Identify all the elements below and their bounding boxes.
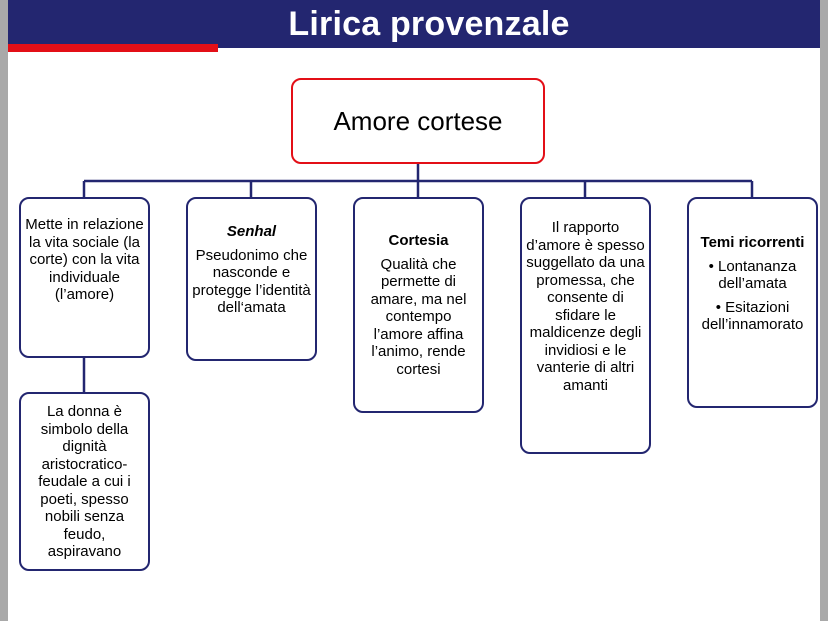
box-relazione-text: Mette in relazione la vita sociale (la corte) con la vita individuale (l’amore) — [25, 216, 144, 303]
box-cortesia-heading: Cortesia — [388, 232, 449, 249]
box-senhal — [186, 197, 317, 361]
box-cortesia-text: Qualità che permette di amare, ma nel contempo l’amore affina l’animo, rende cortesi — [370, 255, 467, 378]
box-temi-item-lontananza: • Lontananza dell’amata — [708, 257, 797, 292]
box-temi-item-esitazioni: • Esitazioni dell’innamorato — [701, 298, 804, 333]
box-senhal-text: Pseudonimo che nasconde e protegge l’identità dell‘amata — [192, 246, 311, 316]
box-rapporto-text: Il rapporto d’amore è spesso suggellato da una promessa, che consente di sfidare le maldicenze degli invidiosi e le vanterie di altri amanti — [526, 219, 645, 394]
box-senhal-heading: Senhal — [226, 223, 277, 240]
box-donna — [19, 392, 150, 571]
box-rapporto — [520, 197, 651, 454]
box-temi-ricorrenti — [687, 197, 818, 408]
slide-title: Lirica provenzale — [288, 4, 570, 43]
root-node-amore-cortese — [291, 78, 545, 164]
box-relazione — [19, 197, 150, 358]
box-temi-heading: Temi ricorrenti — [700, 234, 805, 251]
box-cortesia — [353, 197, 484, 413]
box-donna-text: La donna è simbolo della dignità aristocratico-feudale a cui i poeti, spesso nobili senza feudo, aspiravano — [38, 403, 131, 560]
root-label: Amore cortese — [333, 105, 503, 136]
